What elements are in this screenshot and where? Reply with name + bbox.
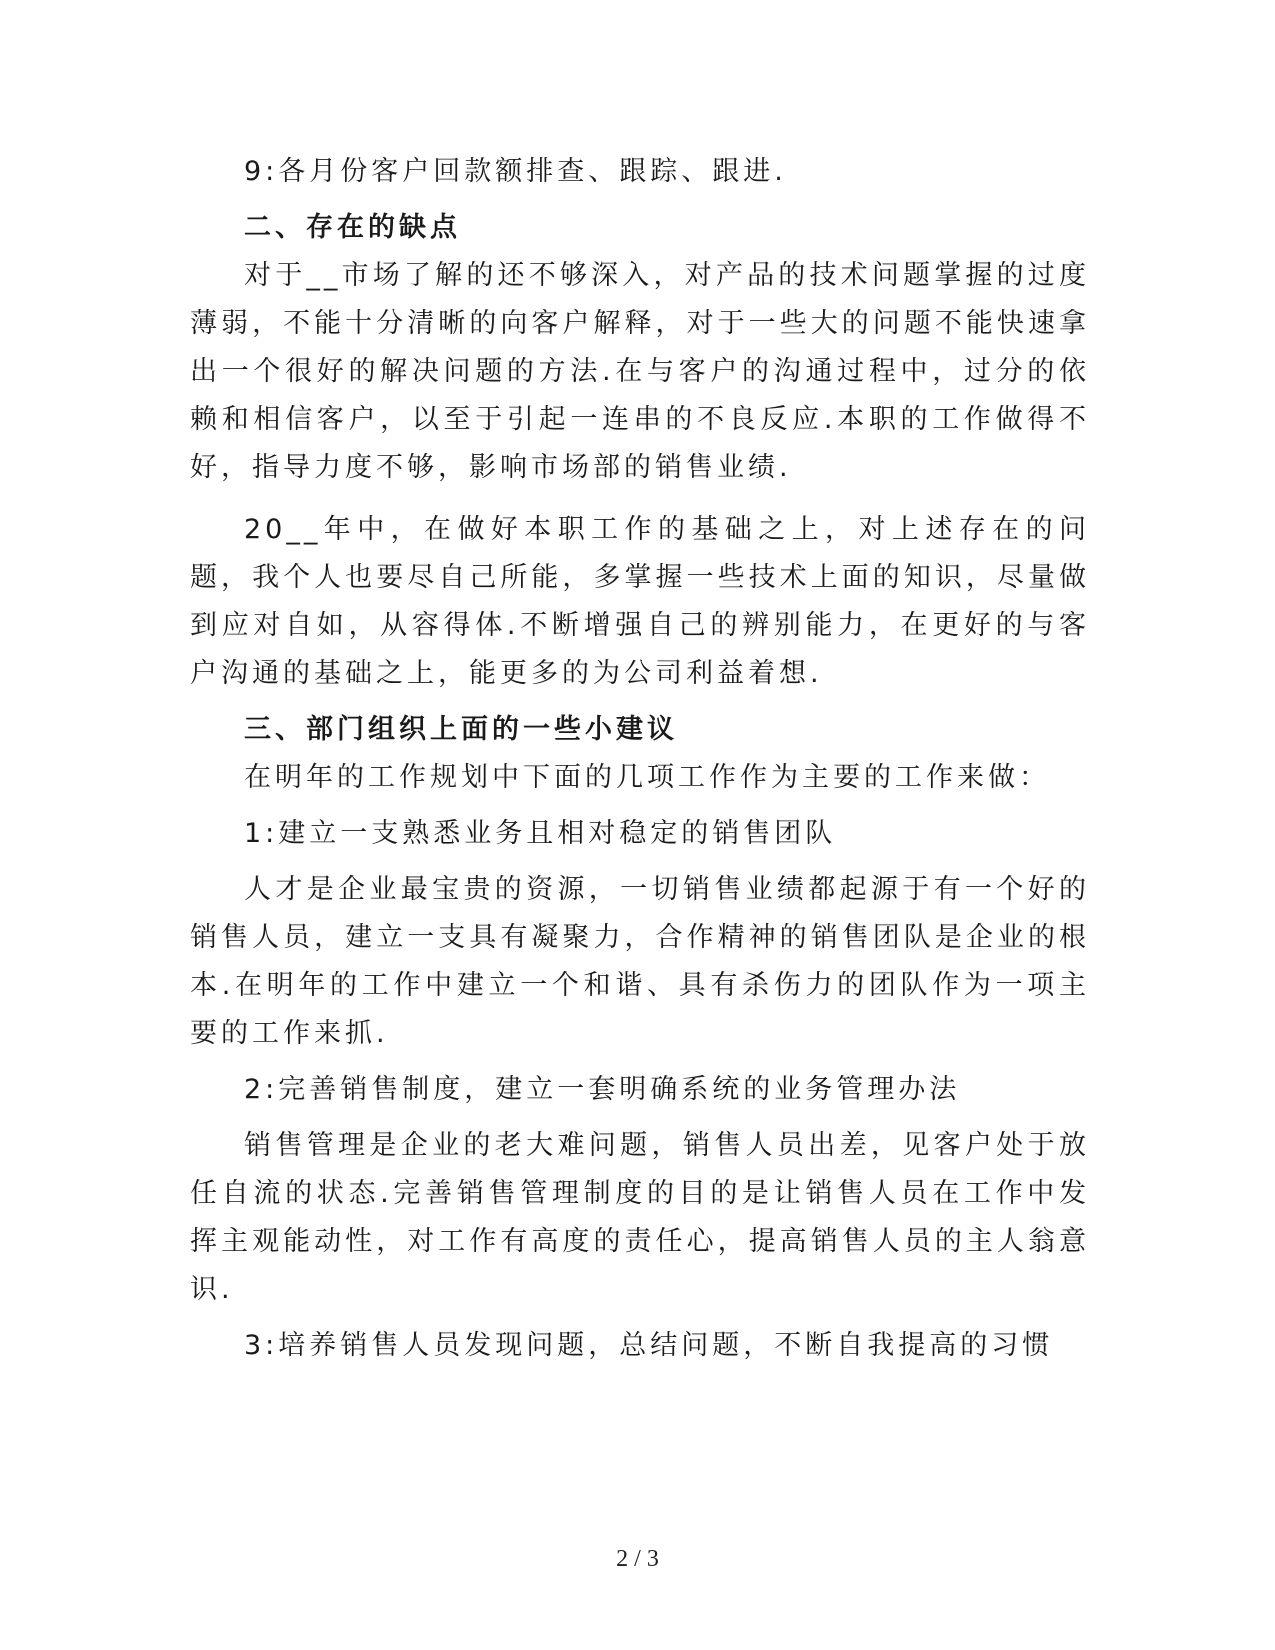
talent-paragraph: 人才是企业最宝贵的资源，一切销售业绩都起源于有一个好的销售人员，建立一支具有凝聚力，合作精神的销售团队是企业的根本.在明年的工作中建立一个和谐、具有杀伤力的团队作为一项主要的工作来抓. <box>190 874 1090 1049</box>
management-paragraph: 销售管理是企业的老大难问题，销售人员出差，见客户处于放任自流的状态.完善销售管理制度的目的是让销售人员在工作中发挥主观能动性，对工作有高度的责任心，提高销售人员的主人翁意识. <box>190 1130 1090 1305</box>
plan-paragraph: 20__年中，在做好本职工作的基础之上，对上述存在的问题，我个人也要尽自己所能，多掌握一些技术上面的知识，尽量做到应对自如，从容得体.不断增强自己的辨别能力，在更好的与客户沟通的基础之上，能更多的为公司利益着想. <box>190 514 1090 689</box>
intro-paragraph: 在明年的工作规划中下面的几项工作作为主要的工作来做： <box>244 762 1050 793</box>
document-body <box>190 148 1090 1370</box>
item-3-heading: 3:培养销售人员发现问题，总结问题，不断自我提高的习惯 <box>244 1330 1054 1361</box>
section-heading-shortcomings: 二、存在的缺点 <box>244 212 461 243</box>
item-1-heading: 1:建立一支熟悉业务且相对稳定的销售团队 <box>244 818 837 849</box>
shortcomings-paragraph: 对于__市场了解的还不够深入，对产品的技术问题掌握的过度薄弱，不能十分清晰的向客户解释，对于一些大的问题不能快速拿出一个很好的解决问题的方法.在与客户的沟通过程中，过分的依赖和相信客户，以至于引起一连串的不良反应.本职的工作做得不好，指导力度不够，影响市场部的销售业绩. <box>190 260 1090 483</box>
item-9-paragraph: 9:各月份客户回款额排查、跟踪、跟进. <box>244 156 787 187</box>
section-heading-suggestions: 三、部门组织上面的一些小建议 <box>244 714 678 745</box>
page-number: 2 / 3 <box>616 1546 659 1572</box>
item-2-heading: 2:完善销售制度，建立一套明确系统的业务管理办法 <box>244 1074 961 1105</box>
